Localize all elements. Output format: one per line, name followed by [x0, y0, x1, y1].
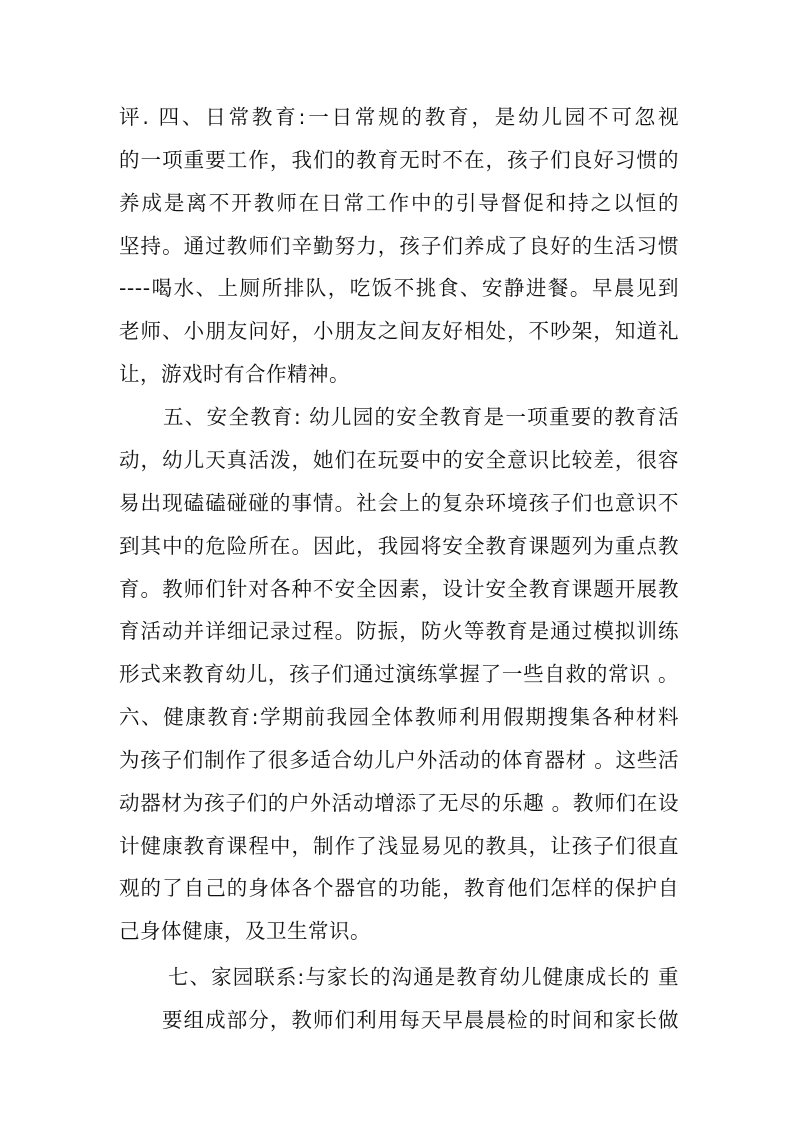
- section-seven-heading-line: 七、家园联系:与家长的沟通是教育幼儿健康成长的 重: [168, 965, 679, 989]
- text-line: 育活动并详细记录过程。防振，防火等教育是通过模拟训练: [119, 619, 679, 643]
- text-line: 的一项重要工作，我们的教育无时不在，孩子们良好习惯的: [119, 148, 679, 172]
- section-five-heading-line: 五、安全教育: 幼儿园的安全教育是一项重要的教育活: [163, 405, 679, 429]
- text-line: 到其中的危险所在。因此，我园将安全教育课题列为重点教: [119, 534, 679, 558]
- text-line: 为孩子们制作了很多适合幼儿户外活动的体育器材 。这些活: [119, 748, 679, 772]
- text-line: 观的了自己的身体各个器官的功能，教育他们怎样的保护自: [119, 876, 679, 900]
- text-line: 形式来教育幼儿，孩子们通过演练掌握了一些自救的常识 。: [119, 662, 679, 686]
- text-line: 养成是离不开教师在日常工作中的引导督促和持之以恒的: [119, 191, 679, 215]
- text-line: ----喝水、上厕所排队，吃饭不挑食、安静进餐。早晨见到: [119, 276, 679, 300]
- text-line: 坚持。通过教师们辛勤努力，孩子们养成了良好的生活习惯: [119, 234, 679, 258]
- text-line: 育。教师们针对各种不安全因素，设计安全教育课题开展教: [119, 577, 679, 601]
- text-line: 评. 四、日常教育:一日常规的教育，是幼儿园不可忽视: [119, 105, 679, 129]
- text-line: 让，游戏时有合作精神。: [119, 362, 350, 386]
- text-line: 己身体健康，及卫生常识。: [119, 919, 371, 943]
- text-line: 动，幼儿天真活泼，她们在玩耍中的安全意识比较差，很容: [119, 448, 679, 472]
- text-line: 动器材为孩子们的户外活动增添了无尽的乐趣 。教师们在设: [119, 791, 679, 815]
- text-line: 要组成部分，教师们利用每天早晨晨检的时间和家长做: [162, 1008, 679, 1032]
- section-six-heading-line: 六、健康教育:学期前我园全体教师利用假期搜集各种材料: [119, 705, 679, 729]
- text-line: 易出现磕磕碰碰的事情。社会上的复杂环境孩子们也意识不: [119, 491, 679, 515]
- text-line: 计健康教育课程中，制作了浅显易见的教具，让孩子们很直: [119, 834, 679, 858]
- text-line: 老师、小朋友问好，小朋友之间友好相处，不吵架，知道礼: [119, 319, 679, 343]
